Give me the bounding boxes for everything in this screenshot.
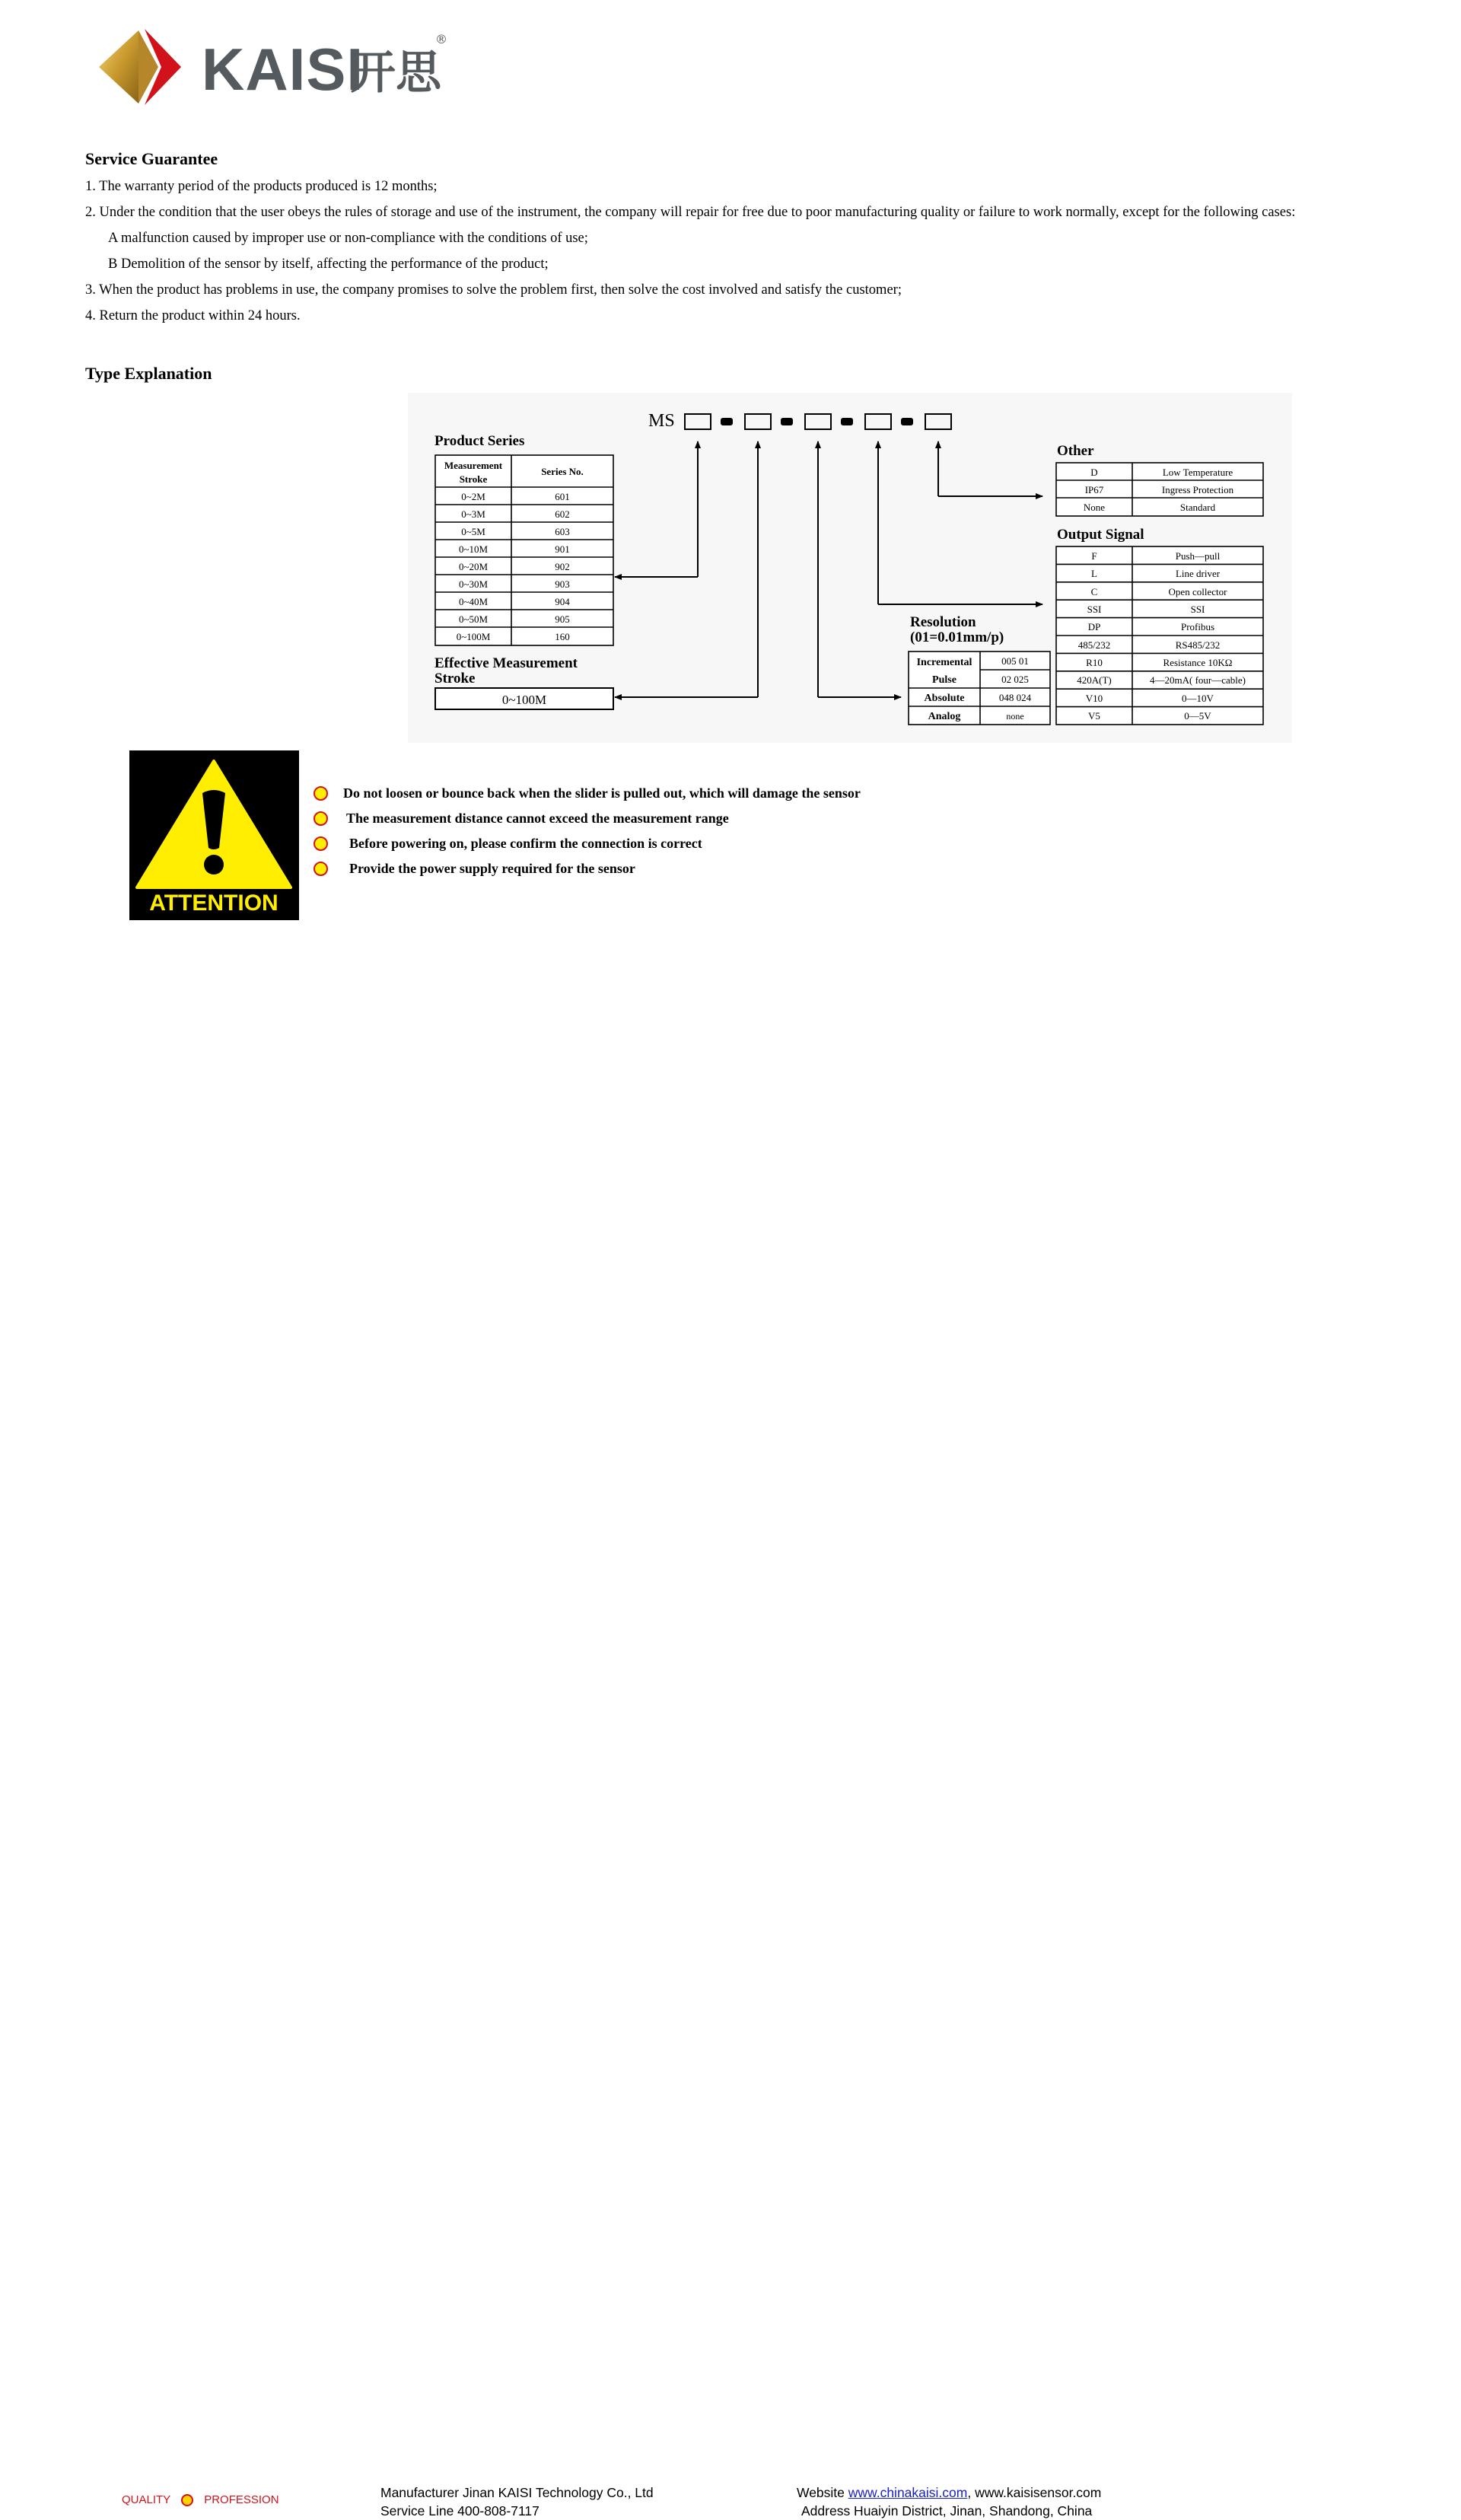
table-cell: 601: [555, 491, 570, 502]
list-item: [314, 856, 861, 881]
table-cell: L: [1091, 568, 1097, 579]
table-cell: 02 025: [1001, 674, 1029, 685]
table-header: Stroke: [459, 473, 488, 485]
table-cell: Profibus: [1180, 621, 1215, 632]
table-cell: V10: [1085, 693, 1103, 704]
attention-sign: [129, 750, 299, 920]
manufacturer-text: Manufacturer Jinan KAISI Technology Co., Ltd: [380, 2485, 654, 2500]
kaisi-logo-mark: [91, 21, 198, 113]
table-header: Measurement: [444, 460, 503, 471]
model-code-diagram: [408, 393, 1292, 743]
table-cell: Pulse: [932, 674, 956, 686]
table-cell: DP: [1087, 621, 1101, 632]
table-cell: SSI: [1087, 604, 1102, 615]
table-cell: 904: [555, 596, 570, 607]
effective-stroke-value: 0~100M: [501, 693, 547, 707]
table-cell: Line driver: [1175, 568, 1221, 579]
bullet-icon: [314, 836, 328, 851]
note-text: The measurement distance cannot exceed the measurement range: [346, 811, 729, 826]
table-cell: 903: [555, 578, 570, 590]
table-cell: 0~20M: [458, 561, 489, 572]
table-cell: Low Temperature: [1162, 467, 1233, 478]
code-box: [805, 414, 831, 429]
table-cell: Absolute: [924, 693, 965, 704]
slogan-dot-icon: [181, 2494, 193, 2506]
profession-label: PROFESSION: [204, 2493, 279, 2506]
table-cell: Push—pull: [1175, 550, 1221, 562]
table-cell: Standard: [1179, 502, 1216, 513]
table-cell: Resistance 10KΩ: [1163, 657, 1233, 668]
table-cell: 005 01: [1001, 655, 1029, 667]
table-cell: 0~3M: [461, 508, 485, 520]
table-cell: RS485/232: [1175, 639, 1221, 651]
table-cell: 902: [555, 561, 570, 572]
service-line-text: Service Line 400-808-7117: [380, 2503, 540, 2518]
type-explanation-diagram: [408, 393, 1292, 743]
list-item: [314, 781, 861, 806]
resolution-title: Resolution: [910, 614, 976, 630]
service-line: A malfunction caused by improper use or non-compliance with the conditions of use;: [108, 231, 588, 246]
brand-name: KAISI: [202, 36, 364, 103]
table-cell: 0~10M: [458, 543, 489, 555]
table-cell: C: [1090, 586, 1098, 597]
table-cell: Incremental: [916, 657, 972, 668]
service-line: 4. Return the product within 24 hours.: [85, 308, 301, 323]
table-cell: 603: [555, 526, 570, 537]
model-prefix: MS: [648, 411, 675, 431]
effective-stroke-title: Effective Measurement: [434, 655, 578, 671]
service-line: 2. Under the condition that the user obeys the rules of storage and use of the instrument, the company will repair for free due to poor manufacturing quality or failure to work normally, except for the following cases:: [85, 205, 1296, 220]
table-cell: 485/232: [1077, 639, 1111, 651]
code-separator: [721, 418, 733, 425]
code-separator: [901, 418, 913, 425]
company-logo: [91, 21, 457, 113]
website-link[interactable]: www.chinakaisi.com: [848, 2485, 968, 2500]
code-box: [865, 414, 891, 429]
website-label: Website: [797, 2485, 848, 2500]
table-cell: 0—5V: [1184, 710, 1211, 722]
table-cell: R10: [1086, 657, 1103, 668]
table-cell: None: [1083, 502, 1106, 513]
table-cell: 0~100M: [456, 631, 491, 642]
table-header: Series No.: [541, 466, 584, 477]
table-cell: 048 024: [998, 692, 1032, 703]
product-series-title: Product Series: [434, 433, 525, 449]
table-cell: 905: [555, 613, 570, 625]
registered-mark: ®: [435, 32, 447, 46]
service-line: 1. The warranty period of the products produced is 12 months;: [85, 179, 438, 194]
code-separator: [841, 418, 853, 425]
table-cell: 4—20mA( four—cable): [1150, 674, 1246, 686]
resolution-subtitle: (01=0.01mm/p): [910, 629, 1004, 645]
bullet-icon: [314, 811, 328, 826]
website-rest: , www.kaisisensor.com: [967, 2485, 1102, 2500]
table-cell: 0~5M: [461, 526, 485, 537]
list-item: [314, 806, 861, 831]
code-box: [745, 414, 771, 429]
output-signal-title: Output Signal: [1057, 527, 1144, 543]
table-cell: Open collector: [1168, 586, 1227, 597]
table-cell: SSI: [1190, 604, 1205, 615]
attention-label: ATTENTION: [149, 890, 279, 916]
service-guarantee-section: [85, 149, 1424, 329]
table-cell: F: [1091, 550, 1097, 562]
address-text: Address Huaiyin District, Jinan, Shandong, China: [801, 2503, 1093, 2518]
code-separators: [721, 418, 913, 425]
table-cell: D: [1090, 467, 1098, 478]
table-cell: 901: [555, 543, 570, 555]
type-explanation-title: Type Explanation: [85, 364, 212, 383]
table-cell: 160: [555, 631, 570, 642]
table-cell: 0~30M: [458, 578, 489, 590]
code-box: [925, 414, 951, 429]
effective-stroke-title: Stroke: [434, 671, 476, 687]
warning-triangle-icon: [129, 750, 299, 920]
bullet-icon: [314, 862, 328, 876]
attention-notes-list: [314, 781, 861, 881]
service-line: B Demolition of the sensor by itself, affecting the performance of the product;: [108, 256, 549, 272]
table-cell: 420A(T): [1077, 674, 1112, 686]
footer-slogan: [122, 2493, 279, 2506]
table-cell: 0—10V: [1182, 693, 1214, 704]
table-cell: Ingress Protection: [1161, 484, 1234, 495]
code-box: [685, 414, 711, 429]
table-cell: 0~50M: [458, 613, 489, 625]
service-line: 3. When the product has problems in use, the company promises to solve the problem first, then solve the cost involved and satisfy the customer;: [85, 282, 902, 298]
code-separator: [781, 418, 793, 425]
table-cell: Analog: [928, 711, 961, 722]
table-cell: none: [1006, 711, 1024, 722]
list-item: [314, 831, 861, 856]
brand-name-chinese: 开思: [350, 46, 441, 100]
other-title: Other: [1057, 443, 1094, 459]
note-text: Do not loosen or bounce back when the slider is pulled out, which will damage the sensor: [343, 785, 861, 801]
table-cell: 0~40M: [458, 596, 489, 607]
quality-label: QUALITY: [122, 2493, 171, 2506]
service-guarantee-title: Service Guarantee: [85, 149, 218, 168]
table-cell: 602: [555, 508, 570, 520]
website-line: [797, 2483, 1101, 2502]
bullet-icon: [314, 786, 328, 801]
table-cell: 0~2M: [461, 491, 485, 502]
footer-manufacturer: [380, 2483, 654, 2520]
note-text: Before powering on, please confirm the connection is correct: [349, 836, 702, 851]
note-text: Provide the power supply required for the sensor: [349, 861, 635, 876]
table-cell: V5: [1088, 710, 1100, 722]
footer-contact: [797, 2483, 1101, 2520]
table-cell: IP67: [1084, 484, 1104, 495]
